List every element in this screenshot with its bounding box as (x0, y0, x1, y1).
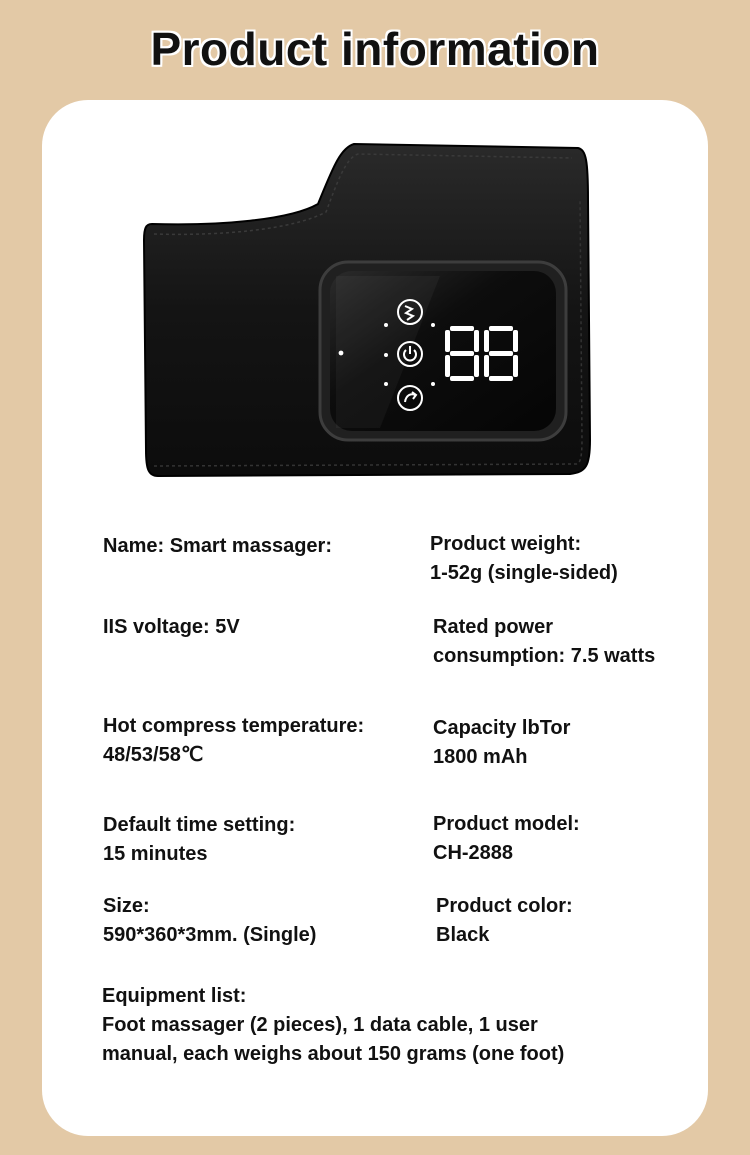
spec-temperature-value: 48/53/58℃ (103, 744, 204, 766)
spec-weight-label: Product weight: (430, 533, 582, 555)
spec-equipment-line-2: manual, each weighs about 150 grams (one foot) (102, 1043, 565, 1065)
spec-equipment (102, 982, 564, 1069)
spec-size (103, 892, 316, 950)
spec-model-label: Product model: (433, 813, 580, 835)
spec-name-label: Name: Smart massager: (103, 535, 332, 557)
spec-time-label: Default time setting: (103, 814, 296, 836)
spec-color (436, 892, 573, 950)
page-title: Product information (150, 23, 600, 75)
spec-weight (430, 530, 618, 588)
spec-power-label: Rated power (433, 616, 554, 638)
spec-weight-value: 1-52g (single-sided) (430, 562, 618, 584)
spec-model (433, 810, 580, 868)
spec-size-label: Size: (103, 895, 150, 917)
spec-temperature (103, 712, 364, 770)
spec-power (433, 613, 655, 671)
spec-time-value: 15 minutes (103, 843, 208, 865)
spec-temperature-label: Hot compress temperature: (103, 715, 365, 737)
spec-capacity (433, 714, 570, 772)
spec-color-label: Product color: (436, 895, 573, 917)
spec-capacity-value: 1800 mAh (433, 746, 528, 768)
spec-voltage-label: IIS voltage: 5V (103, 616, 240, 638)
spec-power-value: consumption: 7.5 watts (433, 645, 656, 667)
spec-capacity-label: Capacity lbTor (433, 717, 571, 739)
spec-name (103, 532, 332, 561)
spec-equipment-label: Equipment list: (102, 985, 247, 1007)
spec-equipment-line-1: Foot massager (2 pieces), 1 data cable, 1 user (102, 1014, 538, 1036)
spec-time (103, 811, 295, 869)
product-image (140, 140, 600, 480)
spec-color-value: Black (436, 924, 490, 946)
spec-size-value: 590*360*3mm. (Single) (103, 924, 317, 946)
spec-voltage (103, 613, 240, 642)
spec-model-value: CH-2888 (433, 842, 514, 864)
